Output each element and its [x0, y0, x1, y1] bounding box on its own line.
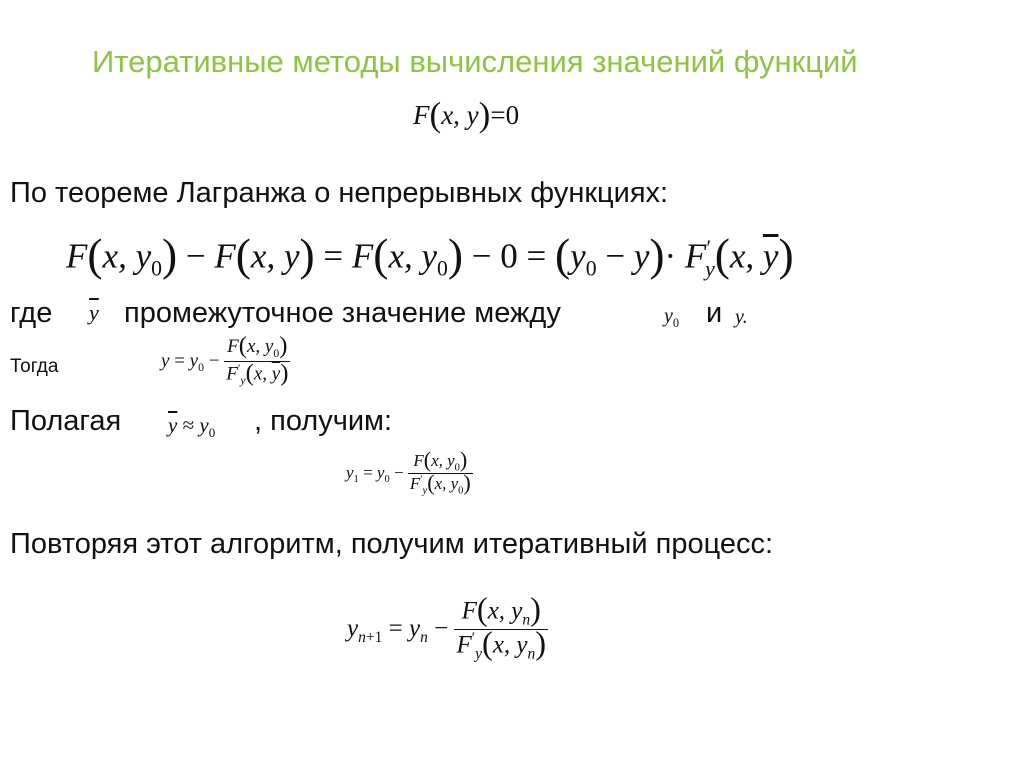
equation-y1: $y_1 = y_0$ − $\frac{F(x, y_0)}{F'_y(x, y_0)}$: [346, 447, 471, 497]
and-label: и: [706, 297, 723, 329]
equation-then: $y = y_0$ − $\frac{F(x, y_0)}{F'_y(x, \overline{y})}$: [161, 332, 289, 387]
slide-title: Итеративные методы вычисления значений функций: [92, 44, 858, 79]
equation-iterative: $y_{n+1} = y_n$ − $\frac{F(x, y_n)}{F'_y(x, y_n)}$: [347, 592, 547, 663]
assume-tail: , получим:: [254, 405, 393, 437]
then-label: Тогда: [10, 356, 59, 377]
y-bar-symbol: $\overline{y}$: [89, 300, 99, 325]
lagrange-text: По теореме Лагранжа о непрерывных функциях:: [10, 177, 669, 209]
assume-label: Полагая: [10, 405, 122, 437]
equation-lagrange: F(x, $y_0) - F(x$, y) = F(x, $y_0) - 0 = (y_0 - y)\cdot F'_y(x$, $\overline{y}$): [66, 228, 794, 281]
intermediate-text: промежуточное значение между: [124, 297, 561, 329]
y-symbol: y.: [735, 306, 748, 328]
approx-expression: $\overline{y} \approx y_0$: [168, 413, 216, 441]
y0-symbol: $y_0$: [664, 305, 680, 330]
where-label: где: [10, 297, 53, 329]
repeat-text: Повторяя этот алгоритм, получим итеративный процесс:: [10, 528, 774, 560]
equation-top: F(x, y)=0: [413, 94, 520, 134]
